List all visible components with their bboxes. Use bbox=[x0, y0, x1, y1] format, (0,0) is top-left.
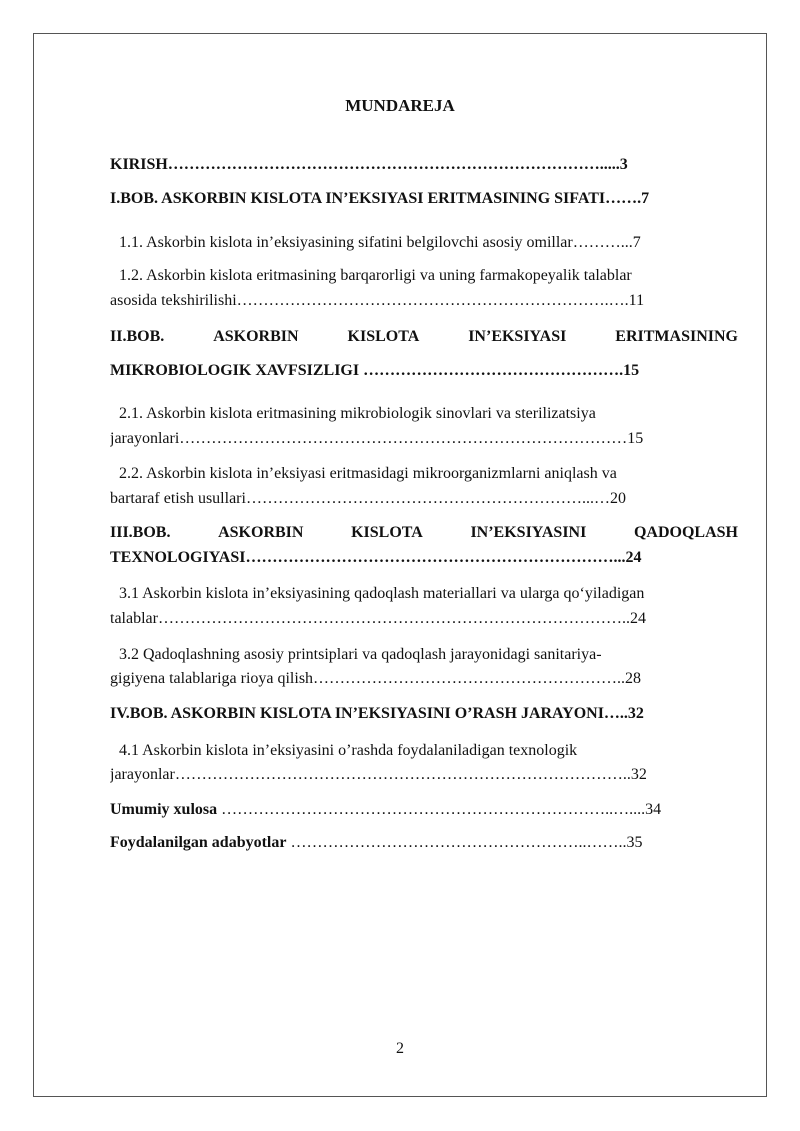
toc-entry-section-4-1-line2: jarayonlar…………………………………………………………………………..32 bbox=[110, 766, 647, 783]
word: IN’EKSIYASI bbox=[468, 328, 567, 345]
word: II.BOB. bbox=[110, 328, 165, 345]
word: IN’EKSIYASINI bbox=[470, 524, 587, 541]
page-number: 2 bbox=[396, 1040, 404, 1057]
toc-entry-chapter-1: I.BOB. ASKORBIN KISLOTA IN’EKSIYASI ERITMASINING SIFATI…….7 bbox=[110, 190, 650, 207]
toc-entry-chapter-3-line1 bbox=[110, 524, 738, 542]
toc-entry-section-1-2-line2: asosida tekshirilishi…………………………………………………………….….11 bbox=[110, 292, 645, 309]
toc-entry-section-3-2-line2: gigiyena talablariga rioya qilish…………………………………………………..28 bbox=[110, 670, 642, 687]
toc-entry-conclusion-label: Umumiy xulosa bbox=[110, 801, 218, 818]
toc-entry-chapter-2-line1 bbox=[110, 328, 738, 346]
toc-entry-chapter-4: IV.BOB. ASKORBIN KISLOTA IN’EKSIYASINI O’RASH JARAYONI…..32 bbox=[110, 705, 644, 722]
toc-entry-section-2-2-line1: 2.2. Askorbin kislota in’eksiyasi eritmasidagi mikroorganizmlarni aniqlash va bbox=[119, 465, 617, 482]
toc-entry-section-4-1-line1: 4.1 Askorbin kislota in’eksiyasini o’rashda foydalaniladigan texnologik bbox=[119, 742, 578, 759]
toc-entry-section-3-2-line1: 3.2 Qadoqlashning asosiy printsiplari va qadoqlash jarayonidagi sanitariya- bbox=[119, 646, 602, 663]
toc-entry-conclusion bbox=[110, 801, 738, 819]
toc-entry-conclusion-dots: ………………………………………………………………..…....34 bbox=[217, 801, 662, 818]
word: KISLOTA bbox=[347, 328, 420, 345]
toc-entry-section-2-1-line2: jarayonlari…………………………………………………………………………15 bbox=[110, 430, 644, 447]
toc-entry-section-1-1: 1.1. Askorbin kislota in’eksiyasining sifatini belgilovchi asosiy omillar………...7 bbox=[119, 234, 641, 251]
page-title: MUNDAREJA bbox=[345, 96, 455, 115]
word: QADOQLASH bbox=[633, 524, 738, 541]
toc-entry-references-dots: ………………………………………………..……..35 bbox=[286, 834, 643, 851]
word: ERITMASINING bbox=[615, 328, 738, 345]
word: III.BOB. bbox=[110, 524, 171, 541]
toc-entry-kirish: KIRISH……………………………………………………………………….....3 bbox=[110, 156, 628, 173]
toc-entry-section-2-1-line1: 2.1. Askorbin kislota eritmasining mikrobiologik sinovlari va sterilizatsiya bbox=[119, 405, 596, 422]
toc-entry-section-3-1-line2: talablar……………………………………………………………………………..24 bbox=[110, 610, 646, 627]
word: ASKORBIN bbox=[218, 524, 304, 541]
toc-entry-chapter-2-line2: MIKROBIOLOGIK XAVFSIZLIGI ………………………………………….15 bbox=[110, 362, 640, 379]
toc-entry-references-label: Foydalanilgan adabyotlar bbox=[110, 834, 287, 851]
toc-entry-references bbox=[110, 834, 738, 852]
toc-entry-section-3-1-line1: 3.1 Askorbin kislota in’eksiyasining qadoqlash materiallari va ularga qo‘yiladigan bbox=[119, 585, 645, 602]
toc-entry-section-1-2-line1: 1.2. Askorbin kislota eritmasining barqarorligi va uning farmakopeyalik talablar bbox=[119, 267, 632, 284]
word: KISLOTA bbox=[351, 524, 423, 541]
word: ASKORBIN bbox=[213, 328, 299, 345]
toc-entry-chapter-3-line2: TEXNOLOGIYASI……………………………………………………………...24 bbox=[110, 549, 642, 566]
toc-entry-section-2-2-line2: bartaraf etish usullari………………………………………………………...…20 bbox=[110, 490, 626, 507]
